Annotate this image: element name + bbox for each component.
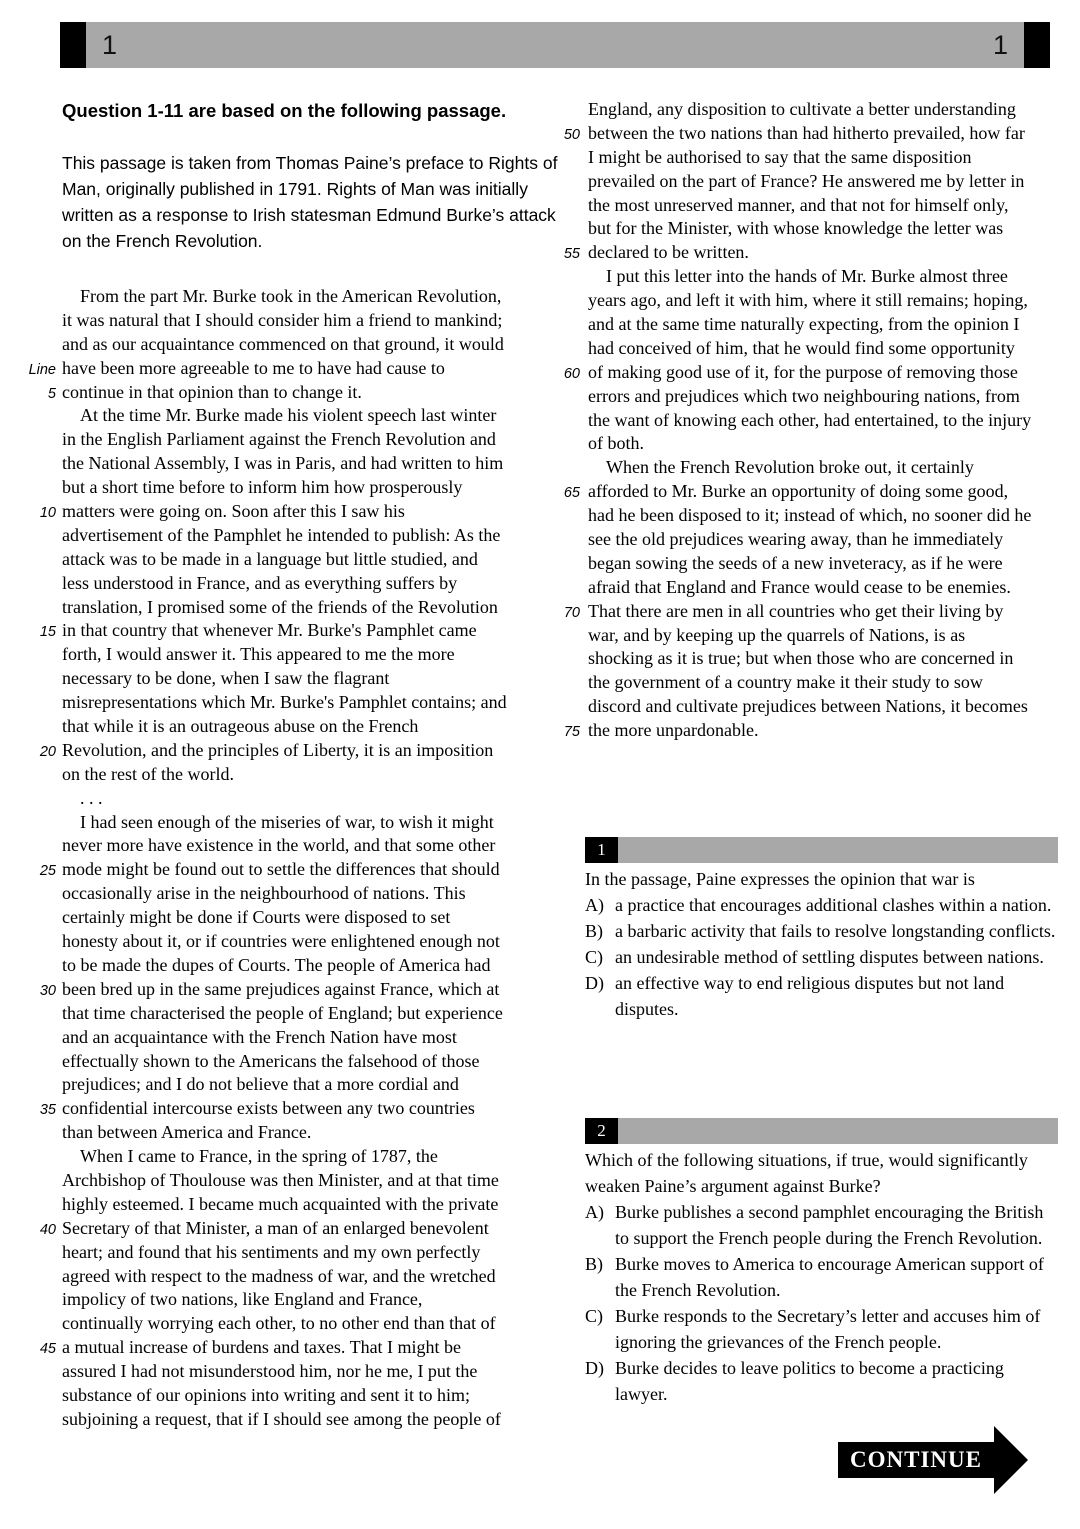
page-header-bar	[60, 22, 1050, 68]
passage-line	[546, 313, 1080, 337]
passage-line	[20, 596, 565, 620]
passage-line	[546, 600, 1080, 624]
passage-line	[546, 456, 1080, 480]
line-text: shocking as it is true; but when those who are concerned in	[588, 648, 1014, 669]
choice-text: Burke decides to leave politics to become a practicing lawyer.	[615, 1358, 1004, 1404]
line-text: the want of knowing each other, had entertained, to the injury	[588, 409, 1032, 430]
passage-line	[20, 739, 565, 763]
line-text: Archbishop of Thoulouse was then Minister, and at that time	[62, 1169, 499, 1190]
continue-label: CONTINUE	[838, 1442, 994, 1478]
line-text: translation, I promised some of the friends of the Revolution	[62, 596, 498, 617]
choice-text: a practice that encourages additional clashes within a nation.	[615, 895, 1052, 915]
choice-letter: D)	[585, 973, 604, 993]
line-text: prevailed on the part of France? He answered me by letter in	[588, 170, 1025, 191]
passage-line	[546, 241, 1080, 265]
section-number-left: 1	[102, 30, 118, 60]
passage-line	[546, 385, 1080, 409]
line-number: 75	[563, 724, 580, 741]
line-text: That there are men in all countries who get their living by	[588, 600, 1004, 621]
line-text: advertisement of the Pamphlet he intended to publish: As the	[62, 524, 501, 545]
passage-line	[20, 1217, 565, 1241]
passage-line	[20, 978, 565, 1002]
line-text: England, any disposition to cultivate a better understanding	[588, 99, 1016, 119]
line-text: I might be authorised to say that the same disposition	[588, 146, 972, 167]
line-number: Line	[28, 361, 56, 378]
line-text: and at the same time naturally expecting, from the opinion I	[588, 314, 1020, 335]
choice-letter: C)	[585, 947, 603, 967]
line-text: . . .	[80, 787, 103, 808]
line-text: the government of a country make it their study to sow	[588, 672, 983, 693]
line-text: see the old prejudices wearing away, than he immediately	[588, 529, 1004, 550]
line-text: and an acquaintance with the French Nation have most	[62, 1026, 457, 1047]
line-text: certainly might be done if Courts were disposed to set	[62, 907, 451, 928]
line-number: 10	[39, 505, 56, 522]
line-text: to be made the dupes of Courts. The people of America had	[62, 954, 491, 975]
line-text: agreed with respect to the madness of war, and the wretched	[62, 1265, 496, 1286]
passage-line	[20, 404, 565, 428]
line-text: effectually shown to the Americans the falsehood of those	[62, 1050, 480, 1071]
passage-line	[546, 289, 1080, 313]
line-text: of making good use of it, for the purpose of removing those	[588, 361, 1018, 382]
passage-line	[20, 1312, 565, 1336]
passage-line	[20, 906, 565, 930]
line-text: a mutual increase of burdens and taxes. That I might be	[62, 1337, 462, 1358]
line-number: 55	[563, 246, 580, 263]
passage-line	[546, 122, 1080, 146]
line-text: substance of our opinions into writing and sent it to him;	[62, 1384, 470, 1405]
line-number: 70	[563, 604, 580, 621]
passage-line	[20, 452, 565, 476]
passage-line	[20, 787, 565, 811]
corner-block-left	[60, 22, 86, 68]
line-text: honesty about it, or if countries were enlightened enough not	[62, 931, 500, 952]
line-text: had conceived of him, that he would find some opportunity	[588, 337, 1015, 358]
question-1-header-bar	[585, 837, 1058, 863]
line-text: When the French Revolution broke out, it certainly	[606, 457, 974, 478]
passage-line	[20, 1241, 565, 1265]
passage-line	[546, 361, 1080, 385]
line-text: Revolution, and the principles of Liberty, it is an imposition	[62, 739, 494, 760]
line-text: afraid that England and France would cease to be enemies.	[588, 576, 1011, 597]
passage-line	[20, 1336, 565, 1360]
passage-line	[546, 552, 1080, 576]
line-text: afforded to Mr. Burke an opportunity of doing some good,	[588, 481, 1009, 502]
passage-line	[546, 671, 1080, 695]
line-text: years ago, and left it with him, where it still remains; hoping,	[588, 290, 1028, 311]
line-number: 35	[39, 1102, 56, 1119]
line-number: 25	[39, 863, 56, 880]
line-text: it was natural that I should consider him a friend to mankind;	[62, 309, 503, 330]
passage-line	[546, 337, 1080, 361]
line-text: I had seen enough of the miseries of war, to wish it might	[80, 811, 494, 832]
choice-text: an undesirable method of settling disputes between nations.	[615, 947, 1044, 967]
line-text: assured I had not misunderstood him, nor he me, I put the	[62, 1361, 478, 1382]
line-text: impolicy of two nations, like England and France,	[62, 1289, 423, 1310]
answer-choice[interactable]	[585, 1303, 1058, 1355]
passage-intro: This passage is taken from Thomas Paine’s preface to Rights of Man, originally published in 1791. Rights of Man was initially written as a response to Irish statesman Edmund Burke’s attack on the French Revolution.	[62, 153, 558, 251]
question-1	[585, 837, 1058, 1022]
line-text: matters were going on. Soon after this I saw his	[62, 501, 405, 522]
line-text: but a short time before to inform him how prosperously	[62, 477, 463, 498]
line-number: 45	[39, 1341, 56, 1358]
passage-line	[546, 217, 1080, 241]
line-text: began sowing the seeds of a new inveteracy, as if he were	[588, 552, 1003, 573]
line-text: necessary to be done, when I saw the flagrant	[62, 668, 390, 689]
line-text: continue in that opinion than to change it.	[62, 381, 362, 402]
passage-column-left	[20, 285, 565, 1432]
passage-line	[20, 667, 565, 691]
line-text: and as our acquaintance commenced on that ground, it would	[62, 333, 504, 354]
line-text: errors and prejudices which two neighbouring nations, from	[588, 385, 1020, 406]
passage-line	[20, 476, 565, 500]
line-text: but for the Minister, with whose knowledge the letter was	[588, 218, 1004, 239]
choice-letter: D)	[585, 1358, 604, 1378]
choice-letter: B)	[585, 1254, 603, 1274]
line-text: highly esteemed. I became much acquainted with the private	[62, 1193, 499, 1214]
line-text: mode might be found out to settle the differences that should	[62, 859, 500, 880]
passage-line	[546, 170, 1080, 194]
line-text: From the part Mr. Burke took in the American Revolution,	[80, 286, 502, 306]
line-text: the more unpardonable.	[588, 720, 759, 741]
choice-text: Burke moves to America to encourage American support of the French Revolution.	[615, 1254, 1044, 1300]
line-text: that while it is an outrageous abuse on the French	[62, 716, 419, 737]
line-text: been bred up in the same prejudices against France, which at	[62, 978, 500, 999]
passage-line	[20, 834, 565, 858]
answer-choice[interactable]	[585, 1251, 1058, 1303]
passage-line	[20, 954, 565, 978]
line-text: When I came to France, in the spring of 1787, the	[80, 1146, 438, 1167]
line-text: At the time Mr. Burke made his violent speech last winter	[80, 405, 497, 426]
line-text: confidential intercourse exists between any two countries	[62, 1098, 475, 1119]
passage-line	[20, 882, 565, 906]
passage-line	[546, 98, 1080, 122]
passage-line	[20, 428, 565, 452]
passage-line	[546, 719, 1080, 743]
answer-choice[interactable]	[585, 970, 1058, 1022]
line-text: Secretary of that Minister, a man of an enlarged benevolent	[62, 1217, 489, 1238]
question-1-stem: In the passage, Paine expresses the opinion that war is	[585, 869, 975, 889]
question-2	[585, 1118, 1058, 1407]
passage-line	[546, 432, 1080, 456]
passage-line	[20, 1288, 565, 1312]
passage-line	[20, 930, 565, 954]
line-text: that time characterised the people of England; but experience	[62, 1002, 503, 1023]
passage-line	[20, 1193, 565, 1217]
question-1-number-box: 1	[585, 837, 618, 863]
line-text: on the rest of the world.	[62, 763, 234, 784]
passage-line	[20, 548, 565, 572]
passage-line	[20, 1050, 565, 1074]
passage-line	[20, 333, 565, 357]
line-text: never more have existence in the world, and that some other	[62, 835, 496, 856]
line-text: war, and by keeping up the quarrels of Nations, is as	[588, 624, 966, 645]
answer-choice[interactable]	[585, 1355, 1058, 1407]
passage-line	[546, 647, 1080, 671]
line-number: 30	[39, 982, 56, 999]
choice-text: Burke responds to the Secretary’s letter and accuses him of ignoring the grievances of the French people.	[615, 1306, 1041, 1352]
passage-line	[20, 715, 565, 739]
passage-line	[20, 1097, 565, 1121]
line-text: have been more agreeable to me to have had cause to	[62, 357, 445, 378]
line-text: declared to be written.	[588, 242, 749, 263]
passage-line	[546, 146, 1080, 170]
passage-line	[20, 1121, 565, 1145]
question-2-number-box: 2	[585, 1118, 618, 1144]
choice-letter: C)	[585, 1306, 603, 1326]
choice-letter: A)	[585, 1202, 604, 1222]
passage-line	[546, 194, 1080, 218]
question-1-choices	[585, 892, 1058, 1022]
line-text: forth, I would answer it. This appeared to me the more	[62, 644, 455, 665]
line-text: misrepresentations which Mr. Burke's Pamphlet contains; and	[62, 692, 507, 713]
passage-line	[546, 576, 1080, 600]
passage-line	[20, 643, 565, 667]
passage-line	[20, 811, 565, 835]
line-text: of both.	[588, 433, 644, 454]
line-text: between the two nations than had hitherto prevailed, how far	[588, 122, 1025, 143]
answer-choice[interactable]	[585, 944, 1058, 970]
passage-line	[20, 1073, 565, 1097]
question-2-choices	[585, 1199, 1058, 1407]
line-text: than between America and France.	[62, 1122, 312, 1143]
directions-heading: Question 1-11 are based on the following passage.	[62, 100, 507, 121]
line-text: I put this letter into the hands of Mr. Burke almost three	[606, 266, 1008, 287]
passage-line	[20, 1384, 565, 1408]
line-text: discord and cultivate prejudices between Nations, it becomes	[588, 696, 1028, 717]
passage-line	[546, 695, 1080, 719]
passage-line	[546, 504, 1080, 528]
passage-line	[20, 381, 565, 405]
line-number: 40	[39, 1221, 56, 1238]
passage-line	[546, 480, 1080, 504]
passage-line	[20, 1265, 565, 1289]
question-2-stem: Which of the following situations, if true, would significantly weaken Paine’s argument against Burke?	[585, 1150, 1028, 1196]
line-text: had he been disposed to it; instead of which, no sooner did he	[588, 505, 1032, 526]
answer-choice[interactable]	[585, 918, 1058, 944]
line-number: 65	[563, 485, 580, 502]
passage-column-right	[546, 98, 1080, 743]
passage-line	[20, 763, 565, 787]
passage-line	[20, 858, 565, 882]
continue-button[interactable]	[838, 1426, 1028, 1494]
line-text: the most unreserved manner, and that not for himself only,	[588, 194, 1009, 215]
passage-line	[20, 691, 565, 715]
passage-line	[20, 619, 565, 643]
passage-line	[20, 285, 565, 309]
line-number: 5	[47, 385, 56, 402]
choice-text: an effective way to end religious disputes but not land disputes.	[615, 973, 1005, 1019]
line-number: 60	[563, 365, 580, 382]
passage-line	[546, 624, 1080, 648]
passage-line	[20, 357, 565, 381]
line-text: heart; and found that his sentiments and my own perfectly	[62, 1241, 481, 1262]
answer-choice[interactable]	[585, 1199, 1058, 1251]
line-text: the National Assembly, I was in Paris, and had written to him	[62, 453, 504, 474]
line-text: continually worrying each other, to no other end than that of	[62, 1313, 496, 1334]
passage-line	[20, 1145, 565, 1169]
choice-text: a barbaric activity that fails to resolve longstanding conflicts.	[615, 921, 1056, 941]
choice-letter: B)	[585, 921, 603, 941]
line-text: attack was to be made in a language but little studied, and	[62, 548, 478, 569]
line-number: 15	[39, 624, 56, 641]
choice-letter: A)	[585, 895, 604, 915]
passage-line	[20, 572, 565, 596]
question-2-header-bar	[585, 1118, 1058, 1144]
line-text: in that country that whenever Mr. Burke's Pamphlet came	[62, 620, 477, 641]
line-text: occasionally arise in the neighbourhood of nations. This	[62, 883, 466, 904]
passage-line	[20, 524, 565, 548]
line-text: subjoining a request, that if I should see among the people of	[62, 1408, 501, 1429]
answer-choice[interactable]	[585, 892, 1058, 918]
line-number: 20	[39, 743, 56, 760]
line-text: prejudices; and I do not believe that a more cordial and	[62, 1074, 459, 1095]
passage-line	[20, 500, 565, 524]
choice-text: Burke publishes a second pamphlet encouraging the British to support the French people during the French Revolution.	[615, 1202, 1044, 1248]
line-text: in the English Parliament against the French Revolution and	[62, 429, 496, 450]
passage-line	[20, 1002, 565, 1026]
line-number: 50	[563, 126, 580, 143]
continue-arrow-icon	[994, 1426, 1028, 1494]
passage-line	[20, 309, 565, 333]
passage-line	[546, 409, 1080, 433]
section-number-right: 1	[992, 30, 1008, 60]
passage-line	[20, 1360, 565, 1384]
passage-line	[20, 1026, 565, 1050]
corner-block-right	[1024, 22, 1050, 68]
passage-line	[20, 1408, 565, 1432]
passage-line	[546, 265, 1080, 289]
line-text: less understood in France, and as everything suffers by	[62, 572, 458, 593]
passage-line	[20, 1169, 565, 1193]
passage-line	[546, 528, 1080, 552]
